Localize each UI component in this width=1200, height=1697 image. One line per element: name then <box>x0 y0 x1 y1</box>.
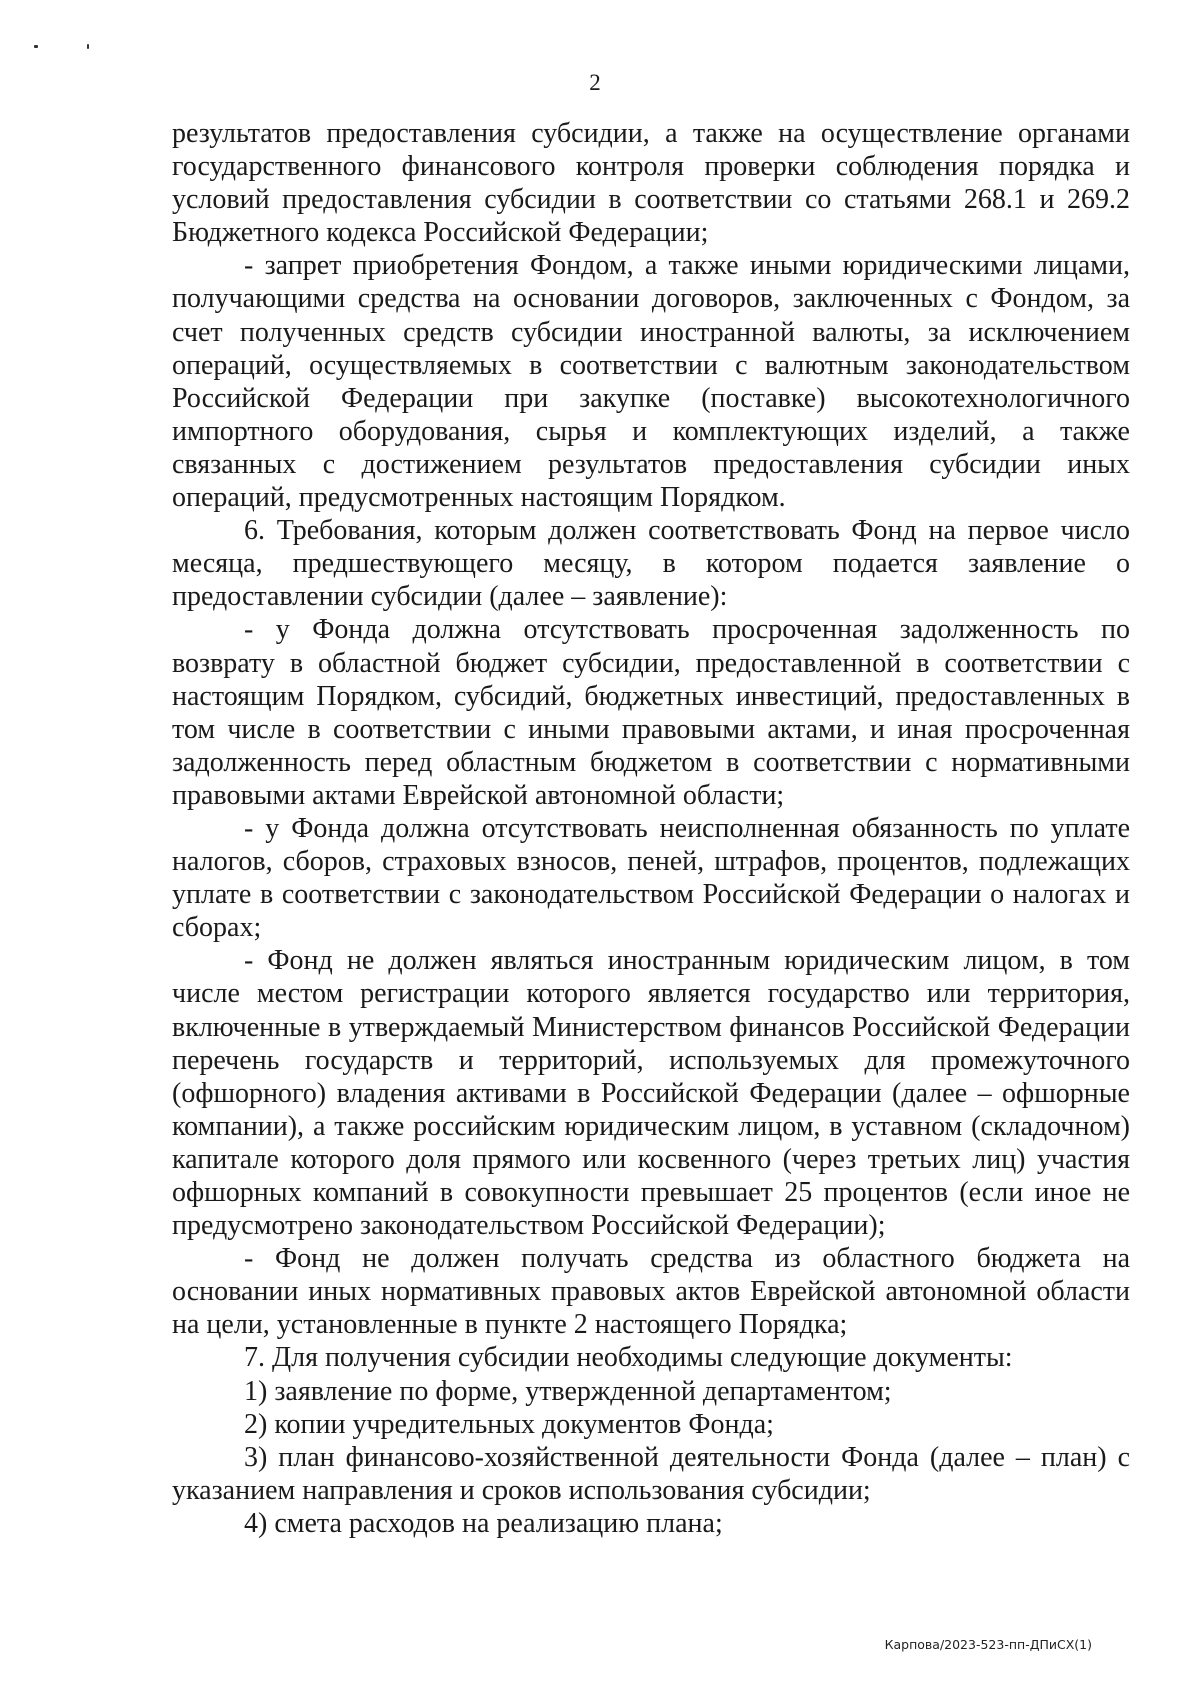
paragraph: - у Фонда должна отсутствовать неисполненная обязанность по уплате налогов, сборов, страховых взносов, пеней, штрафов, процентов, подлежащих уплате в соответствии с законодательством Российской Федерации о налогах и сборах; <box>172 812 1130 944</box>
scan-artifact <box>34 45 38 48</box>
list-item: 3) план финансово-хозяйственной деятельности Фонда (далее – план) с указанием направления и сроков использования субсидии; <box>172 1441 1130 1506</box>
paragraph: 6. Требования, которым должен соответствовать Фонд на первое число месяца, предшествующего месяцу, в котором подается заявление о предоставлении субсидии (далее – заявление): <box>172 515 1130 613</box>
scan-artifact <box>87 44 89 49</box>
paragraph: 7. Для получения субсидии необходимы следующие документы: <box>244 1342 1013 1374</box>
document-body <box>172 117 1130 1540</box>
list-item: 4) смета расходов на реализацию плана; <box>244 1507 723 1539</box>
paragraph: - Фонд не должен являться иностранным юридическим лицом, в том числе местом регистрации которого является государство или территория, включенные в утверждаемый Министерством финансов Российской Федерации перечень государств и территорий, используемых для промежуточного (офшорного) владения активами в Российской Федерации (далее – офшорные компании), а также российским юридическим лицом, в уставном (складочном) капитале которого доля прямого или косвенного (через третьих лиц) участия офшорных компаний в совокупности превышает 25 процентов (если иное не предусмотрено законодательством Российской Федерации); <box>172 945 1130 1242</box>
paragraph: результатов предоставления субсидии, а также на осуществление органами государственного финансового контроля проверки соблюдения порядка и условий предоставления субсидии в соответствии со статьями 268.1 и 269.2 Бюджетного кодекса Российской Федерации; <box>172 118 1130 249</box>
page-number: 2 <box>589 70 601 95</box>
paragraph: - Фонд не должен получать средства из областного бюджета на основании иных нормативных правовых актов Еврейской автономной области на цели, установленные в пункте 2 настоящего Порядка; <box>172 1243 1130 1341</box>
paragraph: - запрет приобретения Фондом, а также иными юридическими лицами, получающими средства на основании договоров, заключенных с Фондом, за счет полученных средств субсидии иностранной валюты, за исключением операций, осуществляемых в соответствии с валютным законодательством Российской Федерации при закупке (поставке) высокотехнологичного импортного оборудования, сырья и комплектующих изделий, а также связанных с достижением результатов предоставления субсидии иных операций, предусмотренных настоящим Порядком. <box>172 250 1130 514</box>
list-item: 1) заявление по форме, утвержденной департаментом; <box>244 1375 892 1407</box>
footer-document-id: Карпова/2023-523-пп-ДПиСХ(1) <box>884 1637 1092 1652</box>
list-item: 2) копии учредительных документов Фонда; <box>244 1408 774 1440</box>
paragraph: - у Фонда должна отсутствовать просроченная задолженность по возврату в областной бюджет субсидии, предоставленной в соответствии с настоящим Порядком, субсидий, бюджетных инвестиций, предоставленных в том числе в соответствии с иными правовыми актами, и иная просроченная задолженность перед областным бюджетом в соответствии с нормативными правовыми актами Еврейской автономной области; <box>172 614 1130 811</box>
